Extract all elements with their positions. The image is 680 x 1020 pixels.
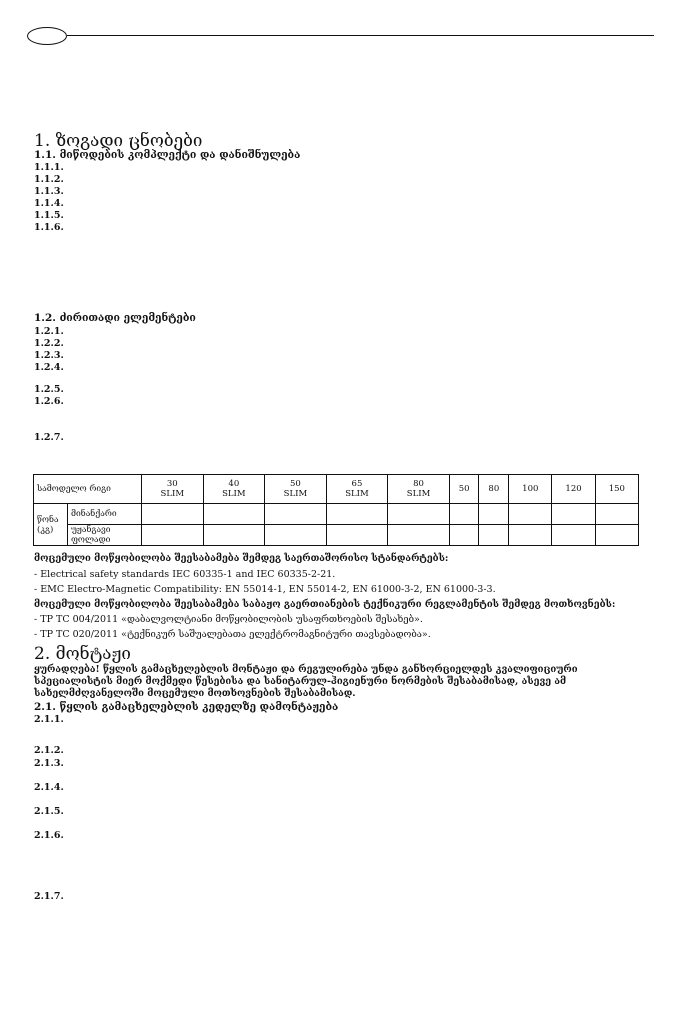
- item-1-1-5: 1.1.5.: [34, 210, 64, 221]
- enamel-label: მინანქარი: [68, 504, 142, 525]
- model-col: 50: [449, 475, 479, 504]
- warning-line-3: სახელმძღვანელოში მოცემული მოთხოვნების შესაბამისად.: [34, 688, 356, 699]
- steel-label: უჟანგავი ფოლადი: [68, 525, 142, 546]
- item-2-1-3: 2.1.3.: [34, 758, 64, 769]
- warning-line-1: ყურადღება! წყლის გამაცხელებლის მონტაჟი და რეგულირება უნდა განხორციელდეს კვალიფიციური: [34, 664, 578, 675]
- item-1-1-6: 1.1.6.: [34, 222, 64, 233]
- standards-line-2: - EMC Electro-Magnetic Compatibility: EN 55014-1, EN 55014-2, EN 61000-3-2, EN 61000-3-3.: [34, 584, 496, 595]
- table-header-row: [34, 475, 639, 504]
- standards-line-5: - TP TC 020/2011 «ტექნიკურ საშუალებათა ელექტრომაგნიტური თავსებადობა».: [34, 629, 431, 640]
- weight-label: წონა (კგ): [34, 504, 68, 546]
- model-col: 80 SLIM: [388, 475, 450, 504]
- item-1-1-3: 1.1.3.: [34, 186, 64, 197]
- item-1-2-7: 1.2.7.: [34, 432, 64, 443]
- item-1-1-4: 1.1.4.: [34, 198, 64, 209]
- item-1-2-2: 1.2.2.: [34, 338, 64, 349]
- standards-intro: მოცემული მოწყობილობა შეესაბამება შემდეგ საერთაშორისო სტანდარტებს:: [34, 553, 449, 564]
- model-col: 65 SLIM: [326, 475, 388, 504]
- item-2-1-1: 2.1.1.: [34, 714, 64, 725]
- model-col: 50 SLIM: [265, 475, 327, 504]
- standards-line-4: - TP TC 004/2011 «დაბალვოლტიანი მოწყობილობის უსაფრთხოების შესახებ».: [34, 614, 423, 625]
- header-rule: [67, 35, 654, 36]
- item-2-1-4: 2.1.4.: [34, 782, 64, 793]
- item-2-1-6: 2.1.6.: [34, 830, 64, 841]
- item-2-1-7: 2.1.7.: [34, 891, 64, 902]
- item-1-2-1: 1.2.1.: [34, 326, 64, 337]
- model-weight-table: [33, 474, 639, 546]
- table-header-label: სამოდელო რიგი: [34, 475, 142, 504]
- item-1-2-5: 1.2.5.: [34, 384, 64, 395]
- standards-line-1: - Electrical safety standards IEC 60335-1 and IEC 60335-2-21.: [34, 569, 336, 580]
- section-1-1-title: 1.1. მიწოდების კომპლექტი და დანიშნულება: [34, 149, 301, 161]
- item-1-2-4: 1.2.4.: [34, 362, 64, 373]
- warning-line-2: სპეციალისტის მიერ მოქმედი წესებისა და სანიტარულ-ჰიგიენური ნორმების შესაბამისად, ასევე ამ: [34, 676, 567, 687]
- table-row-steel: [34, 525, 639, 546]
- model-col: 150: [595, 475, 638, 504]
- item-1-2-6: 1.2.6.: [34, 396, 64, 407]
- item-1-1-2: 1.1.2.: [34, 174, 64, 185]
- item-2-1-5: 2.1.5.: [34, 806, 64, 817]
- section-2-1-title: 2.1. წყლის გამაცხელებლის კედელზე დამონტაჟება: [34, 701, 339, 713]
- model-col: 30 SLIM: [142, 475, 204, 504]
- model-col: 80: [479, 475, 509, 504]
- model-col: 40 SLIM: [203, 475, 265, 504]
- item-1-2-3: 1.2.3.: [34, 350, 64, 361]
- model-col: 120: [552, 475, 595, 504]
- header-oval: [27, 27, 67, 45]
- table-row-enamel: [34, 504, 639, 525]
- section-1-2-title: 1.2. ძირითადი ელემენტები: [34, 312, 196, 324]
- item-1-1-1: 1.1.1.: [34, 162, 64, 173]
- section-1-heading: 1. ზოგადი ცნობები: [34, 131, 203, 151]
- section-2-heading: 2. მონტაჟი: [34, 644, 131, 664]
- standards-line-3: მოცემული მოწყობილობა შეესაბამება საბაჟო გაერთიანების ტექნიკური რეგლამენტის შემდეგ მოთხოვნებს:: [34, 599, 616, 610]
- item-2-1-2: 2.1.2.: [34, 745, 64, 756]
- model-col: 100: [509, 475, 552, 504]
